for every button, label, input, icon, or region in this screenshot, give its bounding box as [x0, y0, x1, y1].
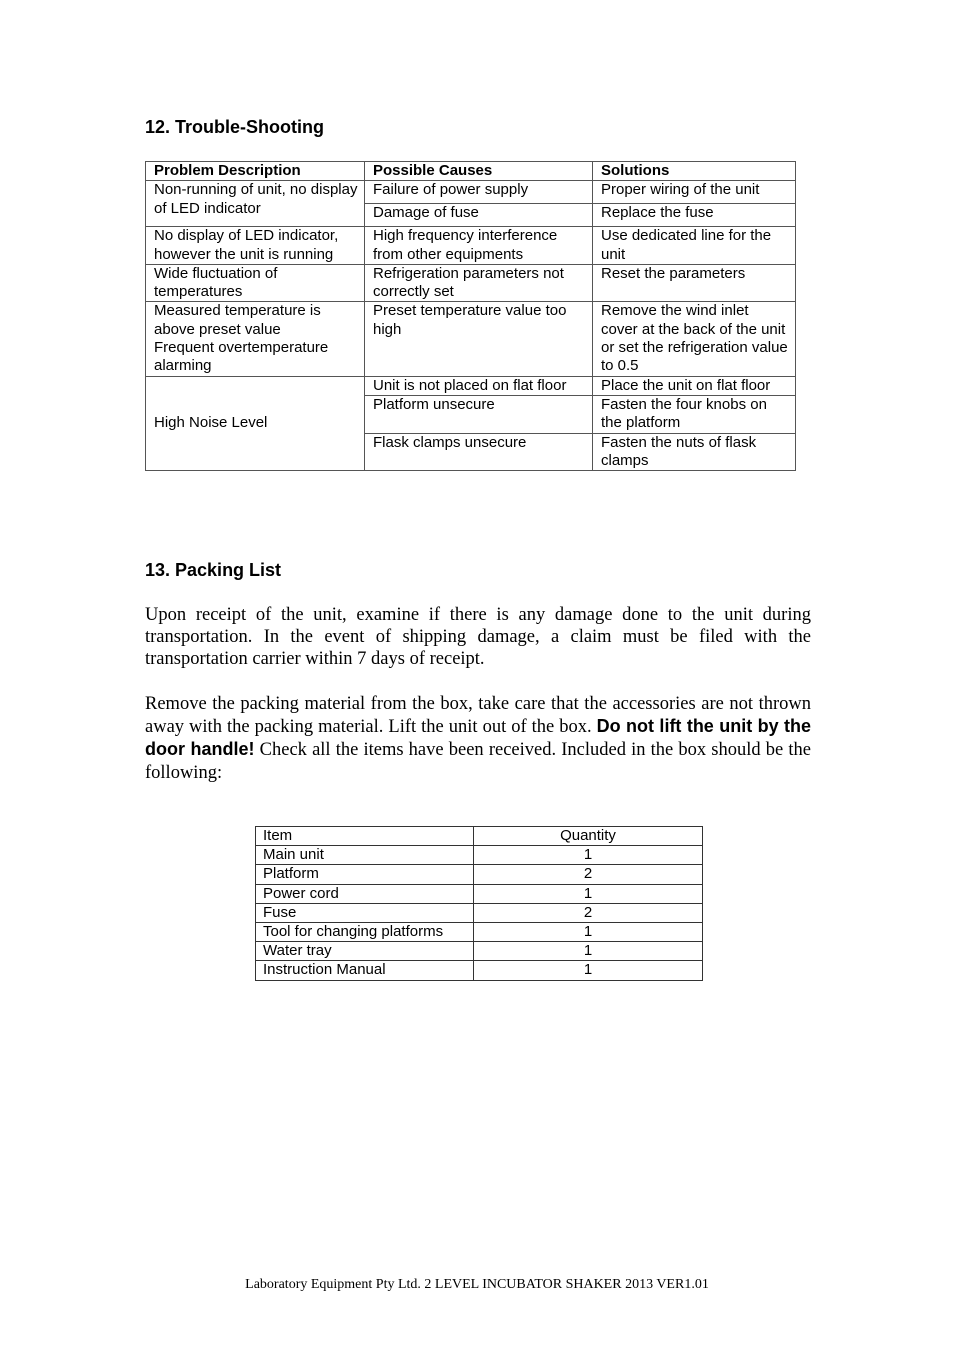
- quantity-cell: 1: [474, 961, 703, 980]
- solution-cell: Reset the parameters: [593, 264, 796, 302]
- cause-cell: Unit is not placed on flat floor: [365, 376, 593, 395]
- cause-cell: Preset temperature value too high: [365, 302, 593, 376]
- header-quantity: Quantity: [474, 827, 703, 846]
- table-header-row: [146, 162, 796, 181]
- solution-cell: Fasten the nuts of flask clamps: [593, 433, 796, 471]
- quantity-cell: 1: [474, 884, 703, 903]
- packing-list-table: [255, 826, 703, 981]
- quantity-cell: 1: [474, 846, 703, 865]
- cause-cell: Damage of fuse: [365, 204, 593, 227]
- warning-text: Do not lift the unit by the door handle!: [145, 716, 811, 760]
- table-row: [146, 264, 796, 302]
- table-row: [146, 376, 796, 395]
- quantity-cell: 2: [474, 865, 703, 884]
- quantity-cell: 1: [474, 942, 703, 961]
- item-cell: Fuse: [256, 903, 474, 922]
- solution-cell: Remove the wind inlet cover at the back of the unit or set the refrigeration value to 0.5: [593, 302, 796, 376]
- paragraph-text: Check all the items have been received. Included in the box should be the following:: [145, 740, 811, 783]
- table-row: [256, 884, 703, 903]
- problem-line: Measured temperature is above preset value: [154, 302, 321, 338]
- solution-cell: Fasten the four knobs on the platform: [593, 395, 796, 433]
- problem-cell: [146, 302, 365, 376]
- cause-cell: Flask clamps unsecure: [365, 433, 593, 471]
- cause-cell: Refrigeration parameters not correctly set: [365, 264, 593, 302]
- table-row: [256, 942, 703, 961]
- header-problem-description: Problem Description: [146, 162, 365, 181]
- cause-cell: Platform unsecure: [365, 395, 593, 433]
- problem-cell: High Noise Level: [146, 376, 365, 470]
- paragraph-text: Remove the packing material from the box, take care that the accessories are not thrown away with the packing material. Lift the unit out of the box.: [145, 694, 811, 738]
- solution-cell: Place the unit on flat floor: [593, 376, 796, 395]
- packing-paragraph: [145, 693, 811, 784]
- cause-cell: High frequency interference from other equipments: [365, 227, 593, 265]
- item-cell: Platform: [256, 865, 474, 884]
- table-header-row: [256, 827, 703, 846]
- table-row: [256, 923, 703, 942]
- item-cell: Main unit: [256, 846, 474, 865]
- solution-cell: Replace the fuse: [593, 204, 796, 227]
- item-cell: Tool for changing platforms: [256, 923, 474, 942]
- section-13-title: 13. Packing List: [145, 560, 282, 580]
- table-row: [256, 865, 703, 884]
- header-item: Item: [256, 827, 474, 846]
- table-row: [146, 227, 796, 265]
- item-cell: Water tray: [256, 942, 474, 961]
- table-row: [146, 302, 796, 376]
- problem-cell: Non-running of unit, no display of LED indicator: [146, 181, 365, 227]
- table-row: [256, 903, 703, 922]
- troubleshooting-table: [145, 161, 796, 471]
- section-12-title: 12. Trouble-Shooting: [145, 117, 324, 137]
- solution-cell: Use dedicated line for the unit: [593, 227, 796, 265]
- quantity-cell: 1: [474, 923, 703, 942]
- header-solutions: Solutions: [593, 162, 796, 181]
- solution-cell: Proper wiring of the unit: [593, 181, 796, 204]
- table-row: [256, 846, 703, 865]
- cause-cell: Failure of power supply: [365, 181, 593, 204]
- problem-line: Frequent overtemperature alarming: [154, 339, 329, 375]
- item-cell: Power cord: [256, 884, 474, 903]
- item-cell: Instruction Manual: [256, 961, 474, 980]
- receipt-paragraph: Upon receipt of the unit, examine if there is any damage done to the unit during transportation. In the event of shipping damage, a claim must be filed with the transportation carrier within 7 days of receipt.: [145, 605, 811, 670]
- table-row: [146, 181, 796, 204]
- page-footer: Laboratory Equipment Pty Ltd. 2 LEVEL INCUBATOR SHAKER 2013 VER1.01: [245, 1277, 709, 1292]
- problem-cell: Wide fluctuation of temperatures: [146, 264, 365, 302]
- problem-cell: No display of LED indicator, however the unit is running: [146, 227, 365, 265]
- quantity-cell: 2: [474, 903, 703, 922]
- table-row: [256, 961, 703, 980]
- header-possible-causes: Possible Causes: [365, 162, 593, 181]
